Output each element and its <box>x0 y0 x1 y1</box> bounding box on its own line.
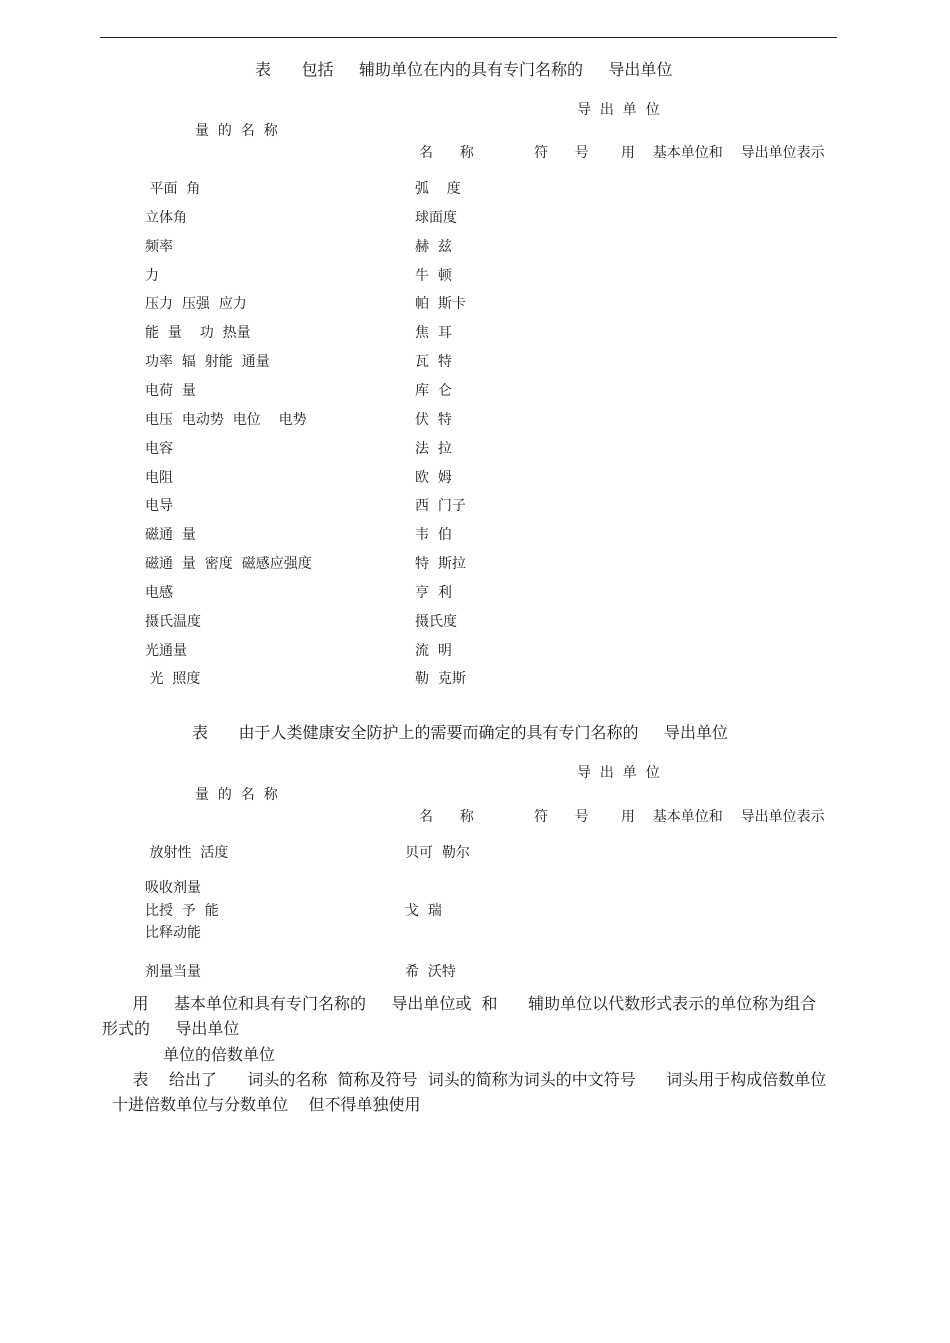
table1-row-unit: 库 仑 <box>415 383 452 399</box>
table1-row-quantity: 磁通 量 <box>145 527 196 543</box>
table1-header-quantity: 量 的 名 称 <box>195 123 278 139</box>
table1-row-quantity: 频率 <box>145 239 173 255</box>
table2-title: 表 由于人类健康安全防护上的需要而确定的具有专门名称的 导出单位 <box>192 723 728 742</box>
table1-header-expression: 用 基本单位和 导出单位表示 <box>621 145 825 161</box>
table1-row-unit: 亨 利 <box>415 585 452 601</box>
table1-row-quantity: 电感 <box>145 585 173 601</box>
table1-header-symbol: 符 号 <box>534 145 589 161</box>
table2-header-expression: 用 基本单位和 导出单位表示 <box>621 809 825 825</box>
table2-row-quantity: 吸收剂量 <box>145 880 201 896</box>
table1-row-quantity: 功率 辐 射能 通量 <box>145 354 270 370</box>
table1-row-unit: 焦 耳 <box>415 325 452 341</box>
table2-row-unit: 希 沃特 <box>405 964 456 980</box>
table2-row-quantity: 比释动能 <box>145 925 201 941</box>
table1-row-unit: 欧 姆 <box>415 470 452 486</box>
table1-row-quantity: 能 量 功 热量 <box>145 325 251 341</box>
table1-row-quantity: 立体角 <box>145 210 187 226</box>
table1-row-quantity: 电压 电动势 电位 电势 <box>145 412 307 428</box>
table2-row-quantity: 放射性 活度 <box>145 845 229 861</box>
table1-row-quantity: 平面 角 <box>145 181 201 197</box>
paragraph-3-line-2: 十进倍数单位与分数单位 但不得单独使用 <box>102 1095 421 1114</box>
table2-header-group: 导 出 单 位 <box>577 765 660 781</box>
table1-row-unit: 韦 伯 <box>415 527 452 543</box>
table1-row-unit: 牛 顿 <box>415 268 452 284</box>
top-rule <box>100 37 837 38</box>
table1-row-unit: 弧 度 <box>415 181 461 197</box>
table1-header-name: 名 称 <box>419 145 474 161</box>
table1-row-unit: 球面度 <box>415 210 457 226</box>
table2-row-unit: 戈 瑞 <box>405 903 442 919</box>
table1-row-unit: 流 明 <box>415 643 452 659</box>
table1-title: 表 包括 辅助单位在内的具有专门名称的 导出单位 <box>255 60 673 79</box>
table2-row-quantity: 比授 予 能 <box>145 903 219 919</box>
table1-row-quantity: 光通量 <box>145 643 187 659</box>
table1-row-unit: 法 拉 <box>415 441 452 457</box>
table1-row-quantity: 压力 压强 应力 <box>145 296 247 312</box>
table1-row-unit: 勒 克斯 <box>415 671 466 687</box>
table2-header-quantity: 量 的 名 称 <box>195 787 278 803</box>
table1-row-unit: 伏 特 <box>415 412 452 428</box>
paragraph-1-line-1: 用 基本单位和具有专门名称的 导出单位或 和 辅助单位以代数形式表示的单位称为组合 <box>102 994 817 1013</box>
table1-row-unit: 摄氏度 <box>415 614 457 630</box>
table1-row-quantity: 电容 <box>145 441 173 457</box>
table1-row-quantity: 电阻 <box>145 470 173 486</box>
table2-row-unit: 贝可 勒尔 <box>405 845 470 861</box>
paragraph-3-line-1: 表 给出了 词头的名称 简称及符号 词头的简称为词头的中文符号 词头用于构成倍数单位 <box>102 1070 827 1089</box>
table1-header-group: 导 出 单 位 <box>577 102 660 118</box>
table1-row-unit: 瓦 特 <box>415 354 452 370</box>
table1-row-unit: 帕 斯卡 <box>415 296 466 312</box>
table1-row-quantity: 摄氏温度 <box>145 614 201 630</box>
table1-row-unit: 特 斯拉 <box>415 556 466 572</box>
paragraph-1-line-2: 形式的 导出单位 <box>102 1019 240 1038</box>
table1-row-quantity: 光 照度 <box>145 671 201 687</box>
paragraph-2: 单位的倍数单位 <box>102 1045 276 1064</box>
table1-row-quantity: 力 <box>145 268 159 284</box>
table2-row-quantity: 剂量当量 <box>145 964 201 980</box>
table2-header-symbol: 符 号 <box>534 809 589 825</box>
table1-row-unit: 赫 兹 <box>415 239 452 255</box>
table1-row-quantity: 电荷 量 <box>145 383 196 399</box>
table1-row-quantity: 磁通 量 密度 磁感应强度 <box>145 556 312 572</box>
table2-header-name: 名 称 <box>419 809 474 825</box>
table1-row-unit: 西 门子 <box>415 498 466 514</box>
table1-row-quantity: 电导 <box>145 498 173 514</box>
